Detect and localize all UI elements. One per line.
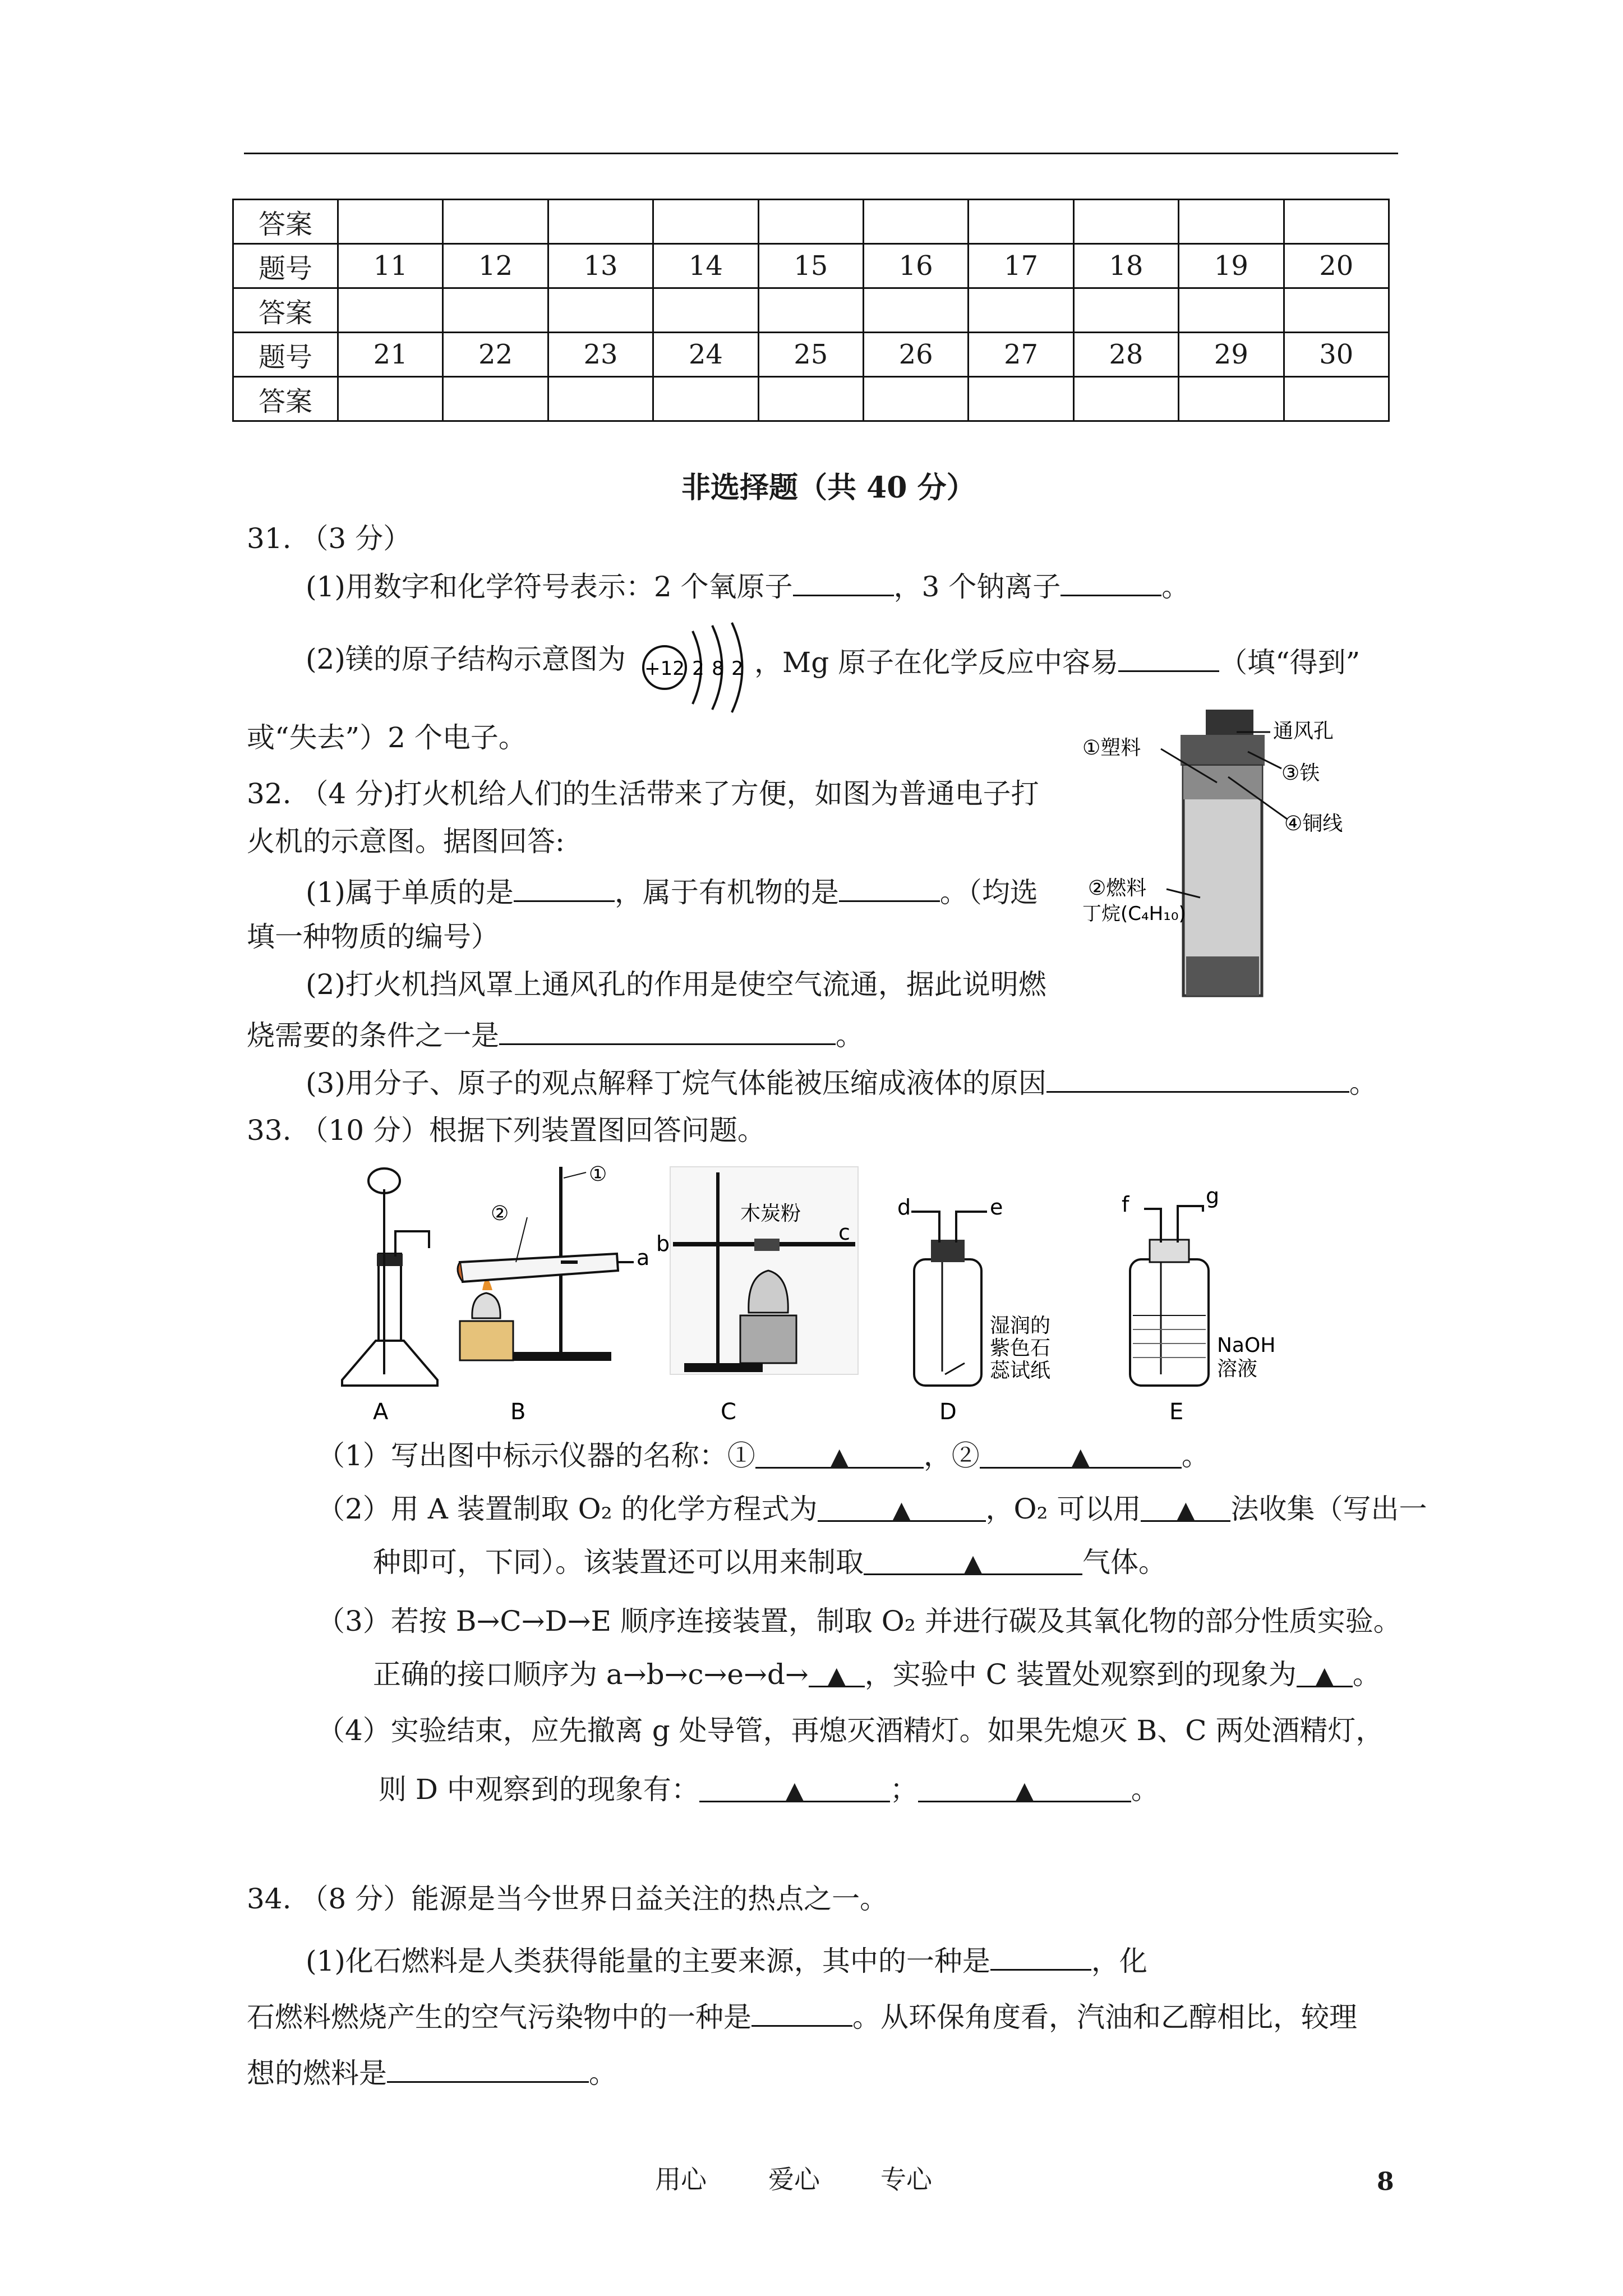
answer-cell[interactable] <box>1073 288 1178 333</box>
gas-bottle <box>1130 1259 1209 1386</box>
answer-blank[interactable] <box>699 1773 890 1805</box>
port-g: g <box>1206 1184 1220 1208</box>
q33-sub2 <box>317 1492 1427 1526</box>
answer-blank[interactable] <box>514 872 615 902</box>
triangle-mark: ▲ <box>892 1496 911 1525</box>
answer-cell[interactable] <box>1284 377 1389 421</box>
answer-cell[interactable] <box>969 377 1073 421</box>
q33-text: 。 <box>1352 1658 1381 1691</box>
q31-p2-text: ，Mg 原子在化学反应中容易 <box>754 646 1119 679</box>
q34-line2 <box>247 1997 1357 2034</box>
question-number: 25 <box>758 333 863 377</box>
conical-flask <box>342 1341 437 1386</box>
q31-part2-tail <box>754 642 1360 679</box>
answer-blank[interactable] <box>793 567 894 596</box>
shell-electrons: 2 <box>731 657 744 680</box>
answer-blank[interactable] <box>1061 567 1161 596</box>
q33-text: 种即可，下同）。该装置还可以用来制取 <box>373 1546 864 1579</box>
answer-cell[interactable] <box>863 377 968 421</box>
tube-g <box>1178 1206 1203 1243</box>
bottle-stopper <box>1150 1240 1189 1262</box>
q34-text: 。从环保角度看，汽油和乙醇相比，较理 <box>852 2001 1357 2033</box>
q34-line1 <box>306 1941 1147 1978</box>
q33-text: ； <box>889 1773 918 1806</box>
q31-part1 <box>306 567 1189 604</box>
lighter-figure <box>1082 704 1363 1007</box>
question-number: 27 <box>969 333 1073 377</box>
q33-sub1 <box>317 1439 1210 1473</box>
answer-blank[interactable] <box>839 872 940 902</box>
q34-heading: 34. （8 分）能源是当今世界日益关注的热点之一。 <box>247 1883 888 1915</box>
answer-blank[interactable] <box>751 1997 852 2027</box>
label-charcoal: 木炭粉 <box>740 1202 801 1225</box>
page-number: 8 <box>1377 2168 1394 2196</box>
q33-text: ，② <box>923 1439 980 1472</box>
q32-line1: 32. （4 分)打火机给人们的生活带来了方便，如图为普通电子打 <box>247 777 1039 810</box>
question-number: 28 <box>1073 333 1178 377</box>
answer-cell[interactable] <box>1284 200 1389 244</box>
pointer-2 <box>516 1217 527 1262</box>
gas-bottle <box>914 1259 981 1386</box>
answer-cell[interactable] <box>548 288 653 333</box>
q31-p1-text: 。 <box>1161 570 1190 603</box>
lighter-base <box>1186 956 1259 996</box>
q34-text: (1)化石燃料是人类获得能量的主要来源，其中的一种是 <box>306 1945 990 1977</box>
answer-label: 答案 <box>233 200 338 244</box>
port-c: c <box>838 1220 850 1245</box>
footer-slogan-2: 爱心 <box>768 2164 820 2194</box>
answer-cell[interactable] <box>1179 288 1284 333</box>
q33-sub3-tail <box>373 1658 1381 1691</box>
answer-label: 答案 <box>233 288 338 333</box>
litmus-paper <box>945 1363 965 1374</box>
footer-slogan-1: 用心 <box>655 2164 707 2194</box>
answer-blank[interactable] <box>1118 642 1219 672</box>
answer-blank[interactable] <box>387 2053 589 2083</box>
stand-base <box>684 1363 763 1372</box>
q33-sub3: （3）若按 B→C→D→E 顺序连接装置，制取 O₂ 并进行碳及其氧化物的部分性质实验。 <box>317 1605 1401 1637</box>
triangle-mark: ▲ <box>1315 1662 1334 1690</box>
triangle-mark: ▲ <box>1176 1496 1196 1525</box>
question-number: 26 <box>863 333 968 377</box>
tube-f <box>1144 1209 1161 1243</box>
answer-blank[interactable] <box>980 1439 1182 1469</box>
answer-cell[interactable] <box>1179 377 1284 421</box>
question-number: 14 <box>653 244 758 288</box>
answer-cell[interactable] <box>863 288 968 333</box>
q33-text: 。 <box>1181 1439 1210 1472</box>
q34-text: 想的燃料是 <box>247 2057 387 2090</box>
rubber-stopper <box>377 1254 403 1266</box>
answer-label: 答案 <box>233 377 338 421</box>
q32-sub1-tail: 填一种物质的编号） <box>247 921 499 953</box>
answer-cell[interactable] <box>969 288 1073 333</box>
q33-text: （1）写出图中标示仪器的名称：① <box>317 1439 755 1472</box>
table-row <box>233 333 1389 377</box>
q32-sub2-tail <box>247 1015 864 1052</box>
bottle-stopper <box>931 1240 965 1262</box>
answer-blank[interactable] <box>918 1773 1131 1805</box>
label-fuel: ②燃料 <box>1088 877 1147 900</box>
label-paper: 湿润的 <box>990 1314 1051 1337</box>
question-number: 19 <box>1179 244 1284 288</box>
answer-blank[interactable] <box>1141 1492 1230 1525</box>
answer-cell[interactable] <box>338 288 443 333</box>
apparatus-letter: D <box>939 1399 957 1425</box>
answer-cell[interactable] <box>443 200 548 244</box>
q32-s1-text: 。（均选 <box>939 876 1038 909</box>
label-paper: 蕊试纸 <box>990 1359 1051 1382</box>
answer-cell[interactable] <box>1073 377 1178 421</box>
q32-sub3 <box>306 1063 1377 1100</box>
answer-blank[interactable] <box>818 1492 986 1525</box>
label-naoh: 溶液 <box>1217 1358 1258 1381</box>
apparatus-c <box>656 1167 858 1374</box>
q33-text: 法收集（写出一 <box>1230 1493 1427 1525</box>
port-b: b <box>656 1231 670 1256</box>
answer-cell[interactable] <box>758 200 863 244</box>
question-number: 13 <box>548 244 653 288</box>
question-number: 12 <box>443 244 548 288</box>
q33-heading: 33. （10 分）根据下列装置图回答问题。 <box>247 1114 766 1147</box>
q32-s1-text: (1)属于单质的是 <box>306 876 514 909</box>
flask-neck <box>379 1254 401 1341</box>
q33-text: ，O₂ 可以用 <box>985 1493 1141 1525</box>
answer-blank[interactable] <box>1297 1658 1353 1690</box>
apparatus-a <box>342 1168 437 1386</box>
port-d: d <box>897 1195 911 1220</box>
number-label: 题号 <box>233 244 338 288</box>
q33-text: 正确的接口顺序为 a→b→c→e→d→ <box>373 1658 809 1691</box>
q33-sub4: （4）实验结束，应先撤离 g 处导管，再熄灭酒精灯。如果先熄灭 B、C 两处酒精灯， <box>317 1714 1384 1747</box>
answer-blank[interactable] <box>990 1941 1091 1971</box>
q32-s1-text: ，属于有机物的是 <box>614 876 839 909</box>
answer-cell[interactable] <box>653 377 758 421</box>
label-copper: ④铜线 <box>1284 812 1343 835</box>
label-iron: ③铁 <box>1281 762 1320 785</box>
question-number: 15 <box>758 244 863 288</box>
q31-p1-text: ，3 个钠离子 <box>893 570 1061 603</box>
answer-cell[interactable] <box>1179 200 1284 244</box>
section-title: 非选择题（共 40 分） <box>681 471 976 505</box>
question-number: 29 <box>1179 333 1284 377</box>
table-row <box>233 200 1389 244</box>
lighter-windshield <box>1181 735 1265 766</box>
table-row <box>233 288 1389 333</box>
answer-cell[interactable] <box>969 200 1073 244</box>
q34-text: 石燃料燃烧产生的空气污染物中的一种是 <box>247 2001 751 2033</box>
q32-s3-text: 。 <box>1349 1067 1377 1099</box>
label-paper: 紫色石 <box>990 1337 1051 1360</box>
answer-cell[interactable] <box>548 200 653 244</box>
triangle-mark: ▲ <box>1015 1777 1034 1805</box>
q32-s2-text: 。 <box>836 1019 864 1052</box>
q33-text: （2）用 A 装置制取 O₂ 的化学方程式为 <box>317 1493 818 1525</box>
answer-cell[interactable] <box>443 377 548 421</box>
apparatus-letter: C <box>721 1399 736 1425</box>
question-number: 22 <box>443 333 548 377</box>
apparatus-letter: E <box>1169 1399 1184 1425</box>
q34-text: ，化 <box>1091 1945 1147 1977</box>
label-vent: 通风孔 <box>1273 720 1334 743</box>
pointer-1 <box>564 1172 586 1178</box>
q32-line2: 火机的示意图。据图回答: <box>247 825 565 858</box>
charcoal-powder <box>754 1239 780 1251</box>
answer-cell[interactable] <box>1073 200 1178 244</box>
header-rule <box>244 153 1398 154</box>
triangle-mark: ▲ <box>829 1443 849 1471</box>
apparatus-letter: A <box>373 1399 389 1425</box>
test-tube <box>460 1254 618 1282</box>
apparatus-letter: B <box>510 1399 526 1425</box>
tube-d <box>911 1212 939 1243</box>
shell-electrons: 8 <box>712 657 724 680</box>
answer-cell[interactable] <box>653 200 758 244</box>
question-number: 30 <box>1284 333 1389 377</box>
q32-s2-text: 烧需要的条件之一是 <box>247 1019 499 1052</box>
answer-cell[interactable] <box>443 288 548 333</box>
answer-cell[interactable] <box>758 288 863 333</box>
q34-line3 <box>247 2053 617 2090</box>
q31-part2-lead: (2)镁的原子结构示意图为 <box>306 643 626 675</box>
label-1: ① <box>589 1163 607 1186</box>
q33-sub4-tail <box>379 1773 1159 1806</box>
question-number: 18 <box>1073 244 1178 288</box>
q31-part2-end: 或“失去”）2 个电子。 <box>247 721 527 754</box>
answer-cell[interactable] <box>653 288 758 333</box>
question-number: 16 <box>863 244 968 288</box>
footer-slogan-3: 专心 <box>880 2164 932 2194</box>
answer-cell[interactable] <box>548 377 653 421</box>
question-number: 24 <box>653 333 758 377</box>
answer-blank[interactable] <box>864 1545 1082 1578</box>
tube-e <box>956 1212 987 1243</box>
table-row <box>233 377 1389 421</box>
label-plastic: ①塑料 <box>1082 737 1141 760</box>
question-number: 20 <box>1284 244 1389 288</box>
apparatus-e <box>1122 1184 1275 1386</box>
triangle-mark: ▲ <box>785 1777 804 1805</box>
answer-blank[interactable] <box>1046 1063 1349 1093</box>
table-row <box>233 244 1389 288</box>
mg-atom-diagram <box>639 617 751 718</box>
question-number: 23 <box>548 333 653 377</box>
label-naoh: NaOH <box>1217 1334 1276 1357</box>
q33-text: 。 <box>1131 1773 1159 1806</box>
number-label: 题号 <box>233 333 338 377</box>
q33-text: ，实验中 C 装置处观察到的现象为 <box>864 1658 1297 1691</box>
answer-cell[interactable] <box>863 200 968 244</box>
wooden-block <box>740 1315 796 1363</box>
answer-cell[interactable] <box>1284 288 1389 333</box>
answer-blank[interactable] <box>755 1439 924 1469</box>
label-2: ② <box>491 1202 509 1225</box>
triangle-mark: ▲ <box>963 1549 983 1578</box>
stand-base <box>510 1352 611 1361</box>
q31-p1-text: (1)用数字和化学符号表示：2 个氧原子 <box>306 570 793 603</box>
port-a: a <box>637 1245 650 1270</box>
q32-s3-text: (3)用分子、原子的观点解释丁烷气体能被压缩成液体的原因 <box>306 1067 1046 1099</box>
q33-text: 气体。 <box>1082 1546 1166 1579</box>
answer-cell[interactable] <box>338 377 443 421</box>
answer-cell[interactable] <box>338 200 443 244</box>
port-f: f <box>1122 1192 1129 1217</box>
answer-table <box>232 199 1390 422</box>
alcohol-lamp <box>472 1293 500 1318</box>
lighter-top-band <box>1183 766 1262 799</box>
answer-blank[interactable] <box>809 1658 865 1690</box>
label-butane: 丁烷(C₄H₁₀) <box>1082 903 1186 925</box>
triangle-mark: ▲ <box>827 1662 846 1690</box>
q32-sub2: (2)打火机挡风罩上通风孔的作用是使空气流通，据此说明燃 <box>306 968 1046 1001</box>
nucleus-charge: +12 <box>644 657 685 680</box>
q31-p2-text: （填“得到” <box>1219 646 1361 679</box>
port-e: e <box>990 1195 1003 1220</box>
question-number: 17 <box>969 244 1073 288</box>
q33-text: 则 D 中观察到的现象有： <box>379 1773 699 1806</box>
apparatus-figure <box>325 1156 1419 1425</box>
answer-cell[interactable] <box>758 377 863 421</box>
answer-blank[interactable] <box>499 1015 836 1045</box>
q32-sub1 <box>306 872 1038 909</box>
q34-text: 。 <box>589 2057 617 2090</box>
question-number: 21 <box>338 333 443 377</box>
apparatus-b <box>458 1163 649 1361</box>
apparatus-d <box>897 1195 1050 1386</box>
wooden-block <box>460 1321 513 1360</box>
shell-electrons: 2 <box>692 657 704 680</box>
q31-heading: 31. （3 分） <box>247 522 412 555</box>
triangle-mark: ▲ <box>1071 1443 1090 1471</box>
question-number: 11 <box>338 244 443 288</box>
q33-sub2-tail <box>373 1545 1166 1579</box>
